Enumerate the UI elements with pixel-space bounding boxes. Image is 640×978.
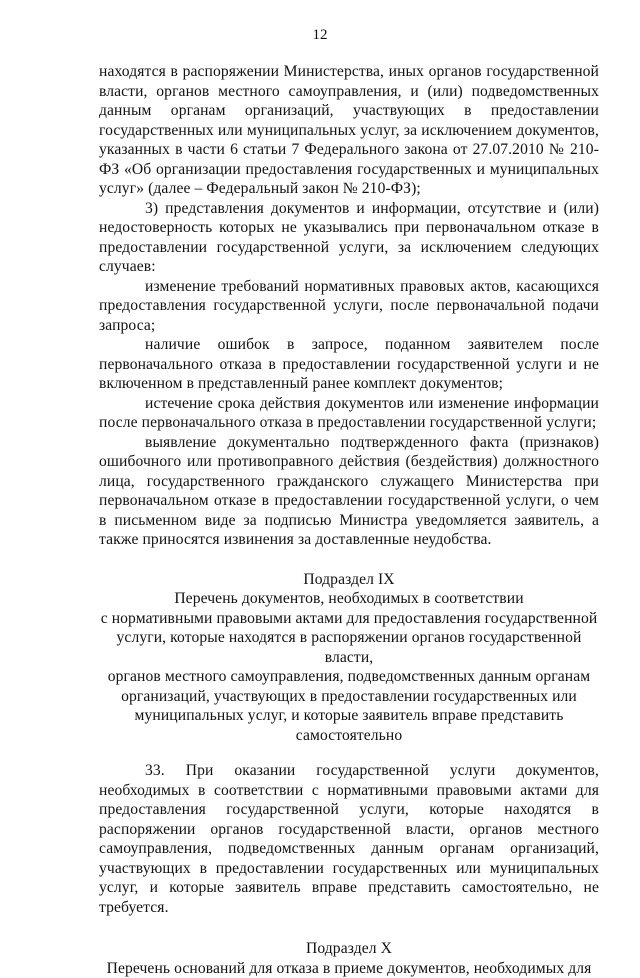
paragraph-case-expiry: истечение срока действия документов или изменение информации после первоначального отказа в предоставлении государственной услуги; xyxy=(99,394,599,433)
subsection-x-title-line: Перечень оснований для отказа в приеме документов, необходимых для xyxy=(99,959,599,978)
subsection-ix-title-line: самостоятельно xyxy=(99,726,599,746)
subsection-ix-title xyxy=(99,589,599,745)
paragraph-continuation: находятся в распоряжении Министерства, иных органов государственной власти, органов местного самоуправления, и (или) подведомственных данным органам организаций, участвующих в предоставлении государственных или муниципальных услуг, за исключением документов, указанных в части 6 статьи 7 Федерального закона от 27.07.2010 № 210-ФЗ «Об организации предоставления государственных и муниципальных услуг» (далее – Федеральный закон № 210-ФЗ); xyxy=(99,62,599,199)
subsection-ix-title-line: услуги, которые находятся в распоряжении органов государственной власти, xyxy=(99,628,599,667)
subsection-ix-title-line: с нормативными правовыми актами для предоставления государственной xyxy=(99,609,599,629)
paragraph-case-errors: наличие ошибок в запросе, поданном заявителем после первоначального отказа в предоставлении государственной услуги и не включенном в представленный ранее комплект документов; xyxy=(99,335,599,394)
subsection-ix-title-line: органов местного самоуправления, подведомственных данным органам xyxy=(99,667,599,687)
subsection-ix-title-line: Перечень документов, необходимых в соответствии xyxy=(99,589,599,609)
page-number: 12 xyxy=(0,26,640,44)
subsection-ix-title-line: муниципальных услуг, и которые заявитель вправе представить xyxy=(99,706,599,726)
paragraph-case-misconduct: выявление документально подтвержденного факта (признаков) ошибочного или противоправного действия (бездействия) должностного лица, государственного гражданского служащего Министерства при первоначальном отказе в предоставлении государственной услуги, о чем в письменном виде за подписью Министра уведомляется заявитель, а также приносятся извинения за доставленные неудобства. xyxy=(99,433,599,550)
paragraph-33: 33. При оказании государственной услуги документов, необходимых в соответствии с нормативными правовыми актами для предоставления государственной услуги, которые находятся в распоряжении органов государственной власти, органов местного самоуправления, подведомственных данным органам организаций, участвующих в предоставлении государственных или муниципальных услуг, и которые заявитель вправе представить самостоятельно, не требуется. xyxy=(99,761,599,917)
subsection-ix-label: Подраздел IX xyxy=(99,570,599,590)
paragraph-case-requirements-change: изменение требований нормативных правовых актов, касающихся предоставления государственной услуги, после первоначальной подачи запроса; xyxy=(99,277,599,336)
subsection-ix-title-line: организаций, участвующих в предоставлении государственных или xyxy=(99,687,599,707)
paragraph-item-3: 3) представления документов и информации, отсутствие и (или) недостоверность которых не указывались при первоначальном отказе в предоставлении государственной услуги, за исключением следующих случаев: xyxy=(99,199,599,277)
document-body xyxy=(99,62,599,978)
subsection-x-label: Подраздел X xyxy=(99,939,599,959)
